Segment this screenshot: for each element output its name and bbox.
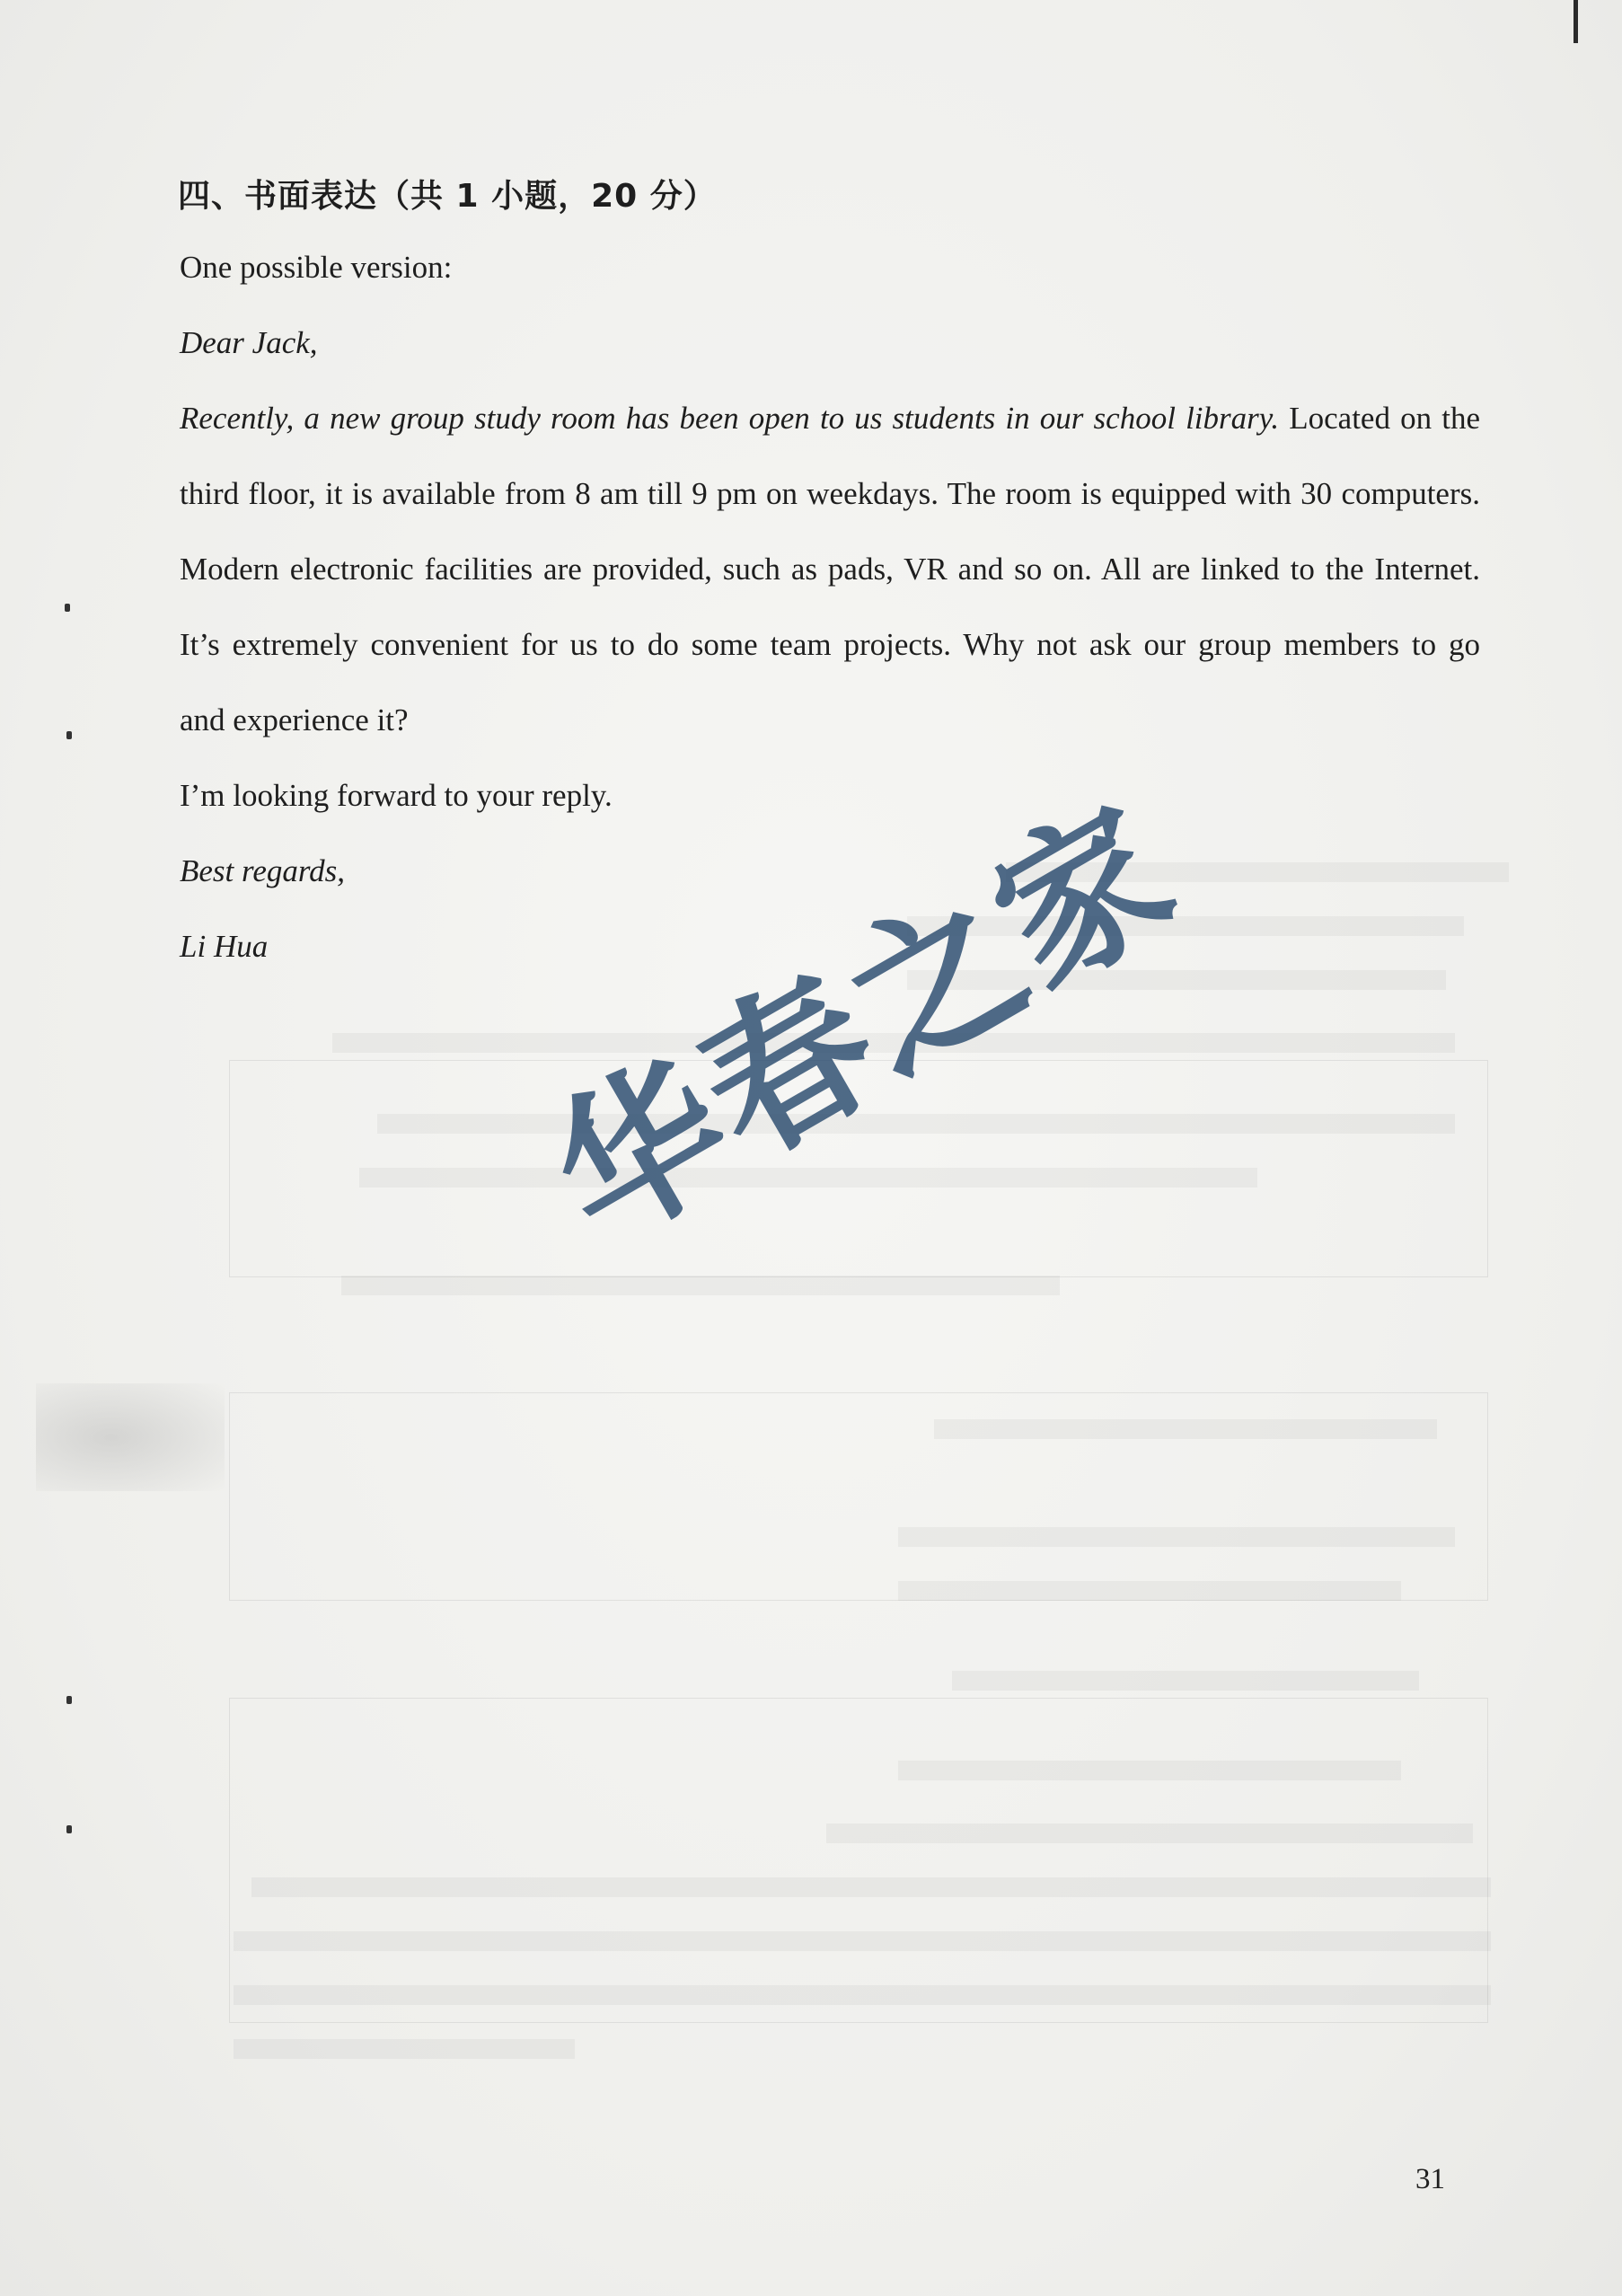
margin-dot <box>65 604 70 612</box>
intro-text: One possible version: <box>180 250 453 285</box>
page-number: 31 <box>1415 2163 1445 2195</box>
letter-salutation: Dear Jack, <box>180 325 318 360</box>
letter-body-italic: Recently, a new group study room has been open to us students in our school library. <box>180 401 1280 436</box>
letter-body-line: Modern electronic facilities are provided, such as pads, VR and so on. All are linked to the Internet. <box>180 552 1480 587</box>
letter-body-line: third floor, it is available from 8 am till 9 pm on weekdays. The room is equipped with 30 computers. <box>180 476 1480 511</box>
bleed-through <box>341 1276 1060 1295</box>
letter-signoff: Best regards, <box>180 853 346 888</box>
margin-dot <box>66 1825 72 1833</box>
letter-signature: Li Hua <box>180 929 269 964</box>
bleed-through-frame <box>229 1698 1488 2023</box>
scan-edge-mark <box>1574 0 1578 43</box>
bleed-through <box>952 1671 1419 1691</box>
letter-body-line: and experience it? <box>180 702 409 737</box>
bleed-through <box>234 2039 575 2059</box>
letter-closing-line: I’m looking forward to your reply. <box>180 778 613 813</box>
scan-smudge <box>36 1383 225 1491</box>
bleed-through-frame <box>229 1392 1488 1601</box>
watermark-logo: 华春之家 <box>521 770 1207 1278</box>
letter-body-line: It’s extremely convenient for us to do some team projects. Why not ask our group members to go <box>180 627 1480 662</box>
margin-dot <box>66 1696 72 1704</box>
section-title: 四、书面表达（共 1 小题，20 分） <box>178 178 717 215</box>
letter-body-rest: Located on the <box>1279 401 1480 436</box>
margin-dot <box>66 731 72 739</box>
letter-body-line <box>180 401 1480 437</box>
